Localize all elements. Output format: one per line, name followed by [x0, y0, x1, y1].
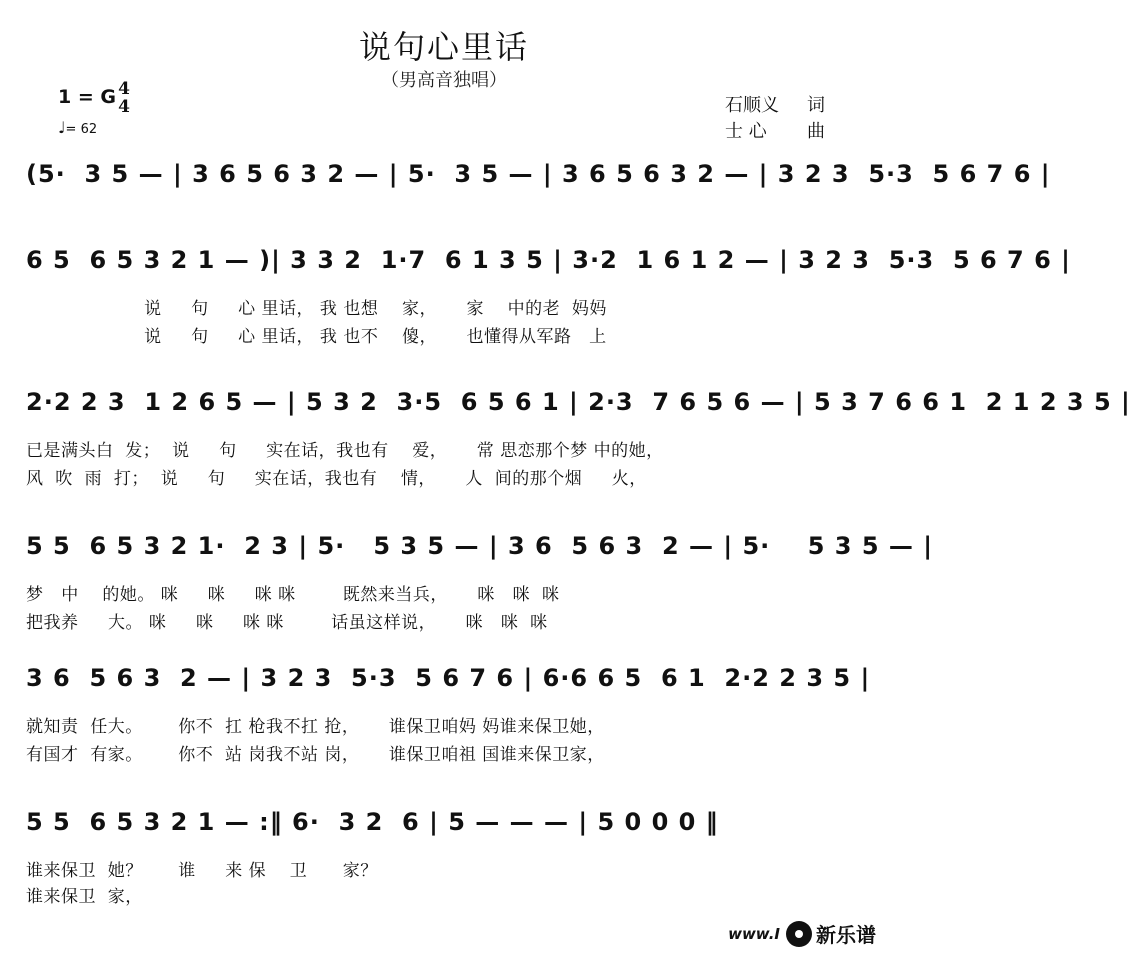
lyric-verse-1: 就知责 任大。 你不 扛 枪我不扛 抢， 谁保卫咱妈 妈谁来保卫她， — [26, 717, 605, 737]
lyric-verse-2: 风 吹 雨 打； 说 句 实在话，我也有 情， 人 间的那个烟 火， — [26, 469, 647, 489]
score-system-4 — [26, 524, 934, 633]
score-system-3 — [26, 380, 1131, 489]
time-signature-top: 4 — [118, 79, 130, 99]
score-system-2 — [26, 238, 1071, 347]
notation-line: 6 5 6 5 3 2 1 — )| 3 3 2 1·7 6 1 3 5 | 3·2 1 6 1 2 — | 3 2 3 5·3 5 6 7 6 | — [26, 246, 1071, 274]
time-signature-bottom: 4 — [118, 97, 130, 117]
tempo-marking — [58, 118, 97, 137]
song-subtitle: （男高音独唱） — [381, 70, 507, 91]
lyricist-credit — [725, 93, 825, 119]
lyricist-name: 石顺义 — [725, 95, 779, 116]
lyric-verse-1: 已是满头白 发； 说 句 实在话，我也有 爱， 常 思恋那个梦 中的她， — [26, 441, 664, 461]
tempo-value: = 62 — [65, 122, 98, 137]
lyric-verse-1: 梦 中 的她。 咪 咪 咪 咪 既然来当兵， 咪 咪 咪 — [26, 585, 560, 605]
watermark-brand: 新乐谱 — [816, 923, 876, 947]
watermark-url: www.I — [728, 924, 780, 943]
vinyl-disc-icon — [786, 921, 812, 947]
lyricist-role: 词 — [807, 95, 825, 116]
lyric-verse-2: 谁来保卫 家， — [26, 887, 143, 907]
notation-line: 5 5 6 5 3 2 1· 2 3 | 5· 5 3 5 — | 3 6 5 6 3 2 — | 5· 5 3 5 — | — [26, 532, 934, 560]
composer-name: 士 心 — [725, 121, 767, 142]
lyric-verse-2: 说 句 心 里话， 我 也不 傻， 也懂得从军路 上 — [26, 327, 607, 347]
lyric-verse-2: 把我养 大。 咪 咪 咪 咪 话虽这样说， 咪 咪 咪 — [26, 613, 548, 633]
time-signature — [115, 80, 133, 116]
quarter-note-icon: ♩ — [58, 118, 66, 137]
site-watermark — [728, 919, 876, 948]
key-signature: 1 = G — [58, 86, 116, 108]
lyric-verse-1: 谁来保卫 她？ 谁 来 保 卫 家？ — [26, 861, 378, 881]
score-system-5 — [26, 656, 871, 765]
song-title: 说句心里话 — [358, 28, 529, 66]
composer-role: 曲 — [807, 121, 825, 142]
score-system-1 — [26, 152, 1051, 208]
notation-line: (5· 3 5 — | 3 6 5 6 3 2 — | 5· 3 5 — | 3 6 5 6 3 2 — | 3 2 3 5·3 5 6 7 6 | — [26, 160, 1051, 188]
composer-credit — [725, 119, 825, 145]
credits — [725, 93, 825, 145]
lyric-verse-1: 说 句 心 里话， 我 也想 家， 家 中的老 妈妈 — [26, 299, 607, 319]
notation-line: 3 6 5 6 3 2 — | 3 2 3 5·3 5 6 7 6 | 6·6 6 5 6 1 2·2 2 3 5 | — [26, 664, 871, 692]
notation-line: 2·2 2 3 1 2 6 5 — | 5 3 2 3·5 6 5 6 1 | 2·3 7 6 5 6 — | 5 3 7 6 6 1 2 1 2 3 5 | — [26, 388, 1131, 416]
score-system-6 — [26, 800, 866, 907]
notation-line: 5 5 6 5 3 2 1 — :‖ 6· 3 2 6 | 5 — — — | 5 0 0 0 ‖ — [26, 808, 719, 836]
lyric-verse-2: 有国才 有家。 你不 站 岗我不站 岗， 谁保卫咱祖 国谁来保卫家， — [26, 745, 605, 765]
